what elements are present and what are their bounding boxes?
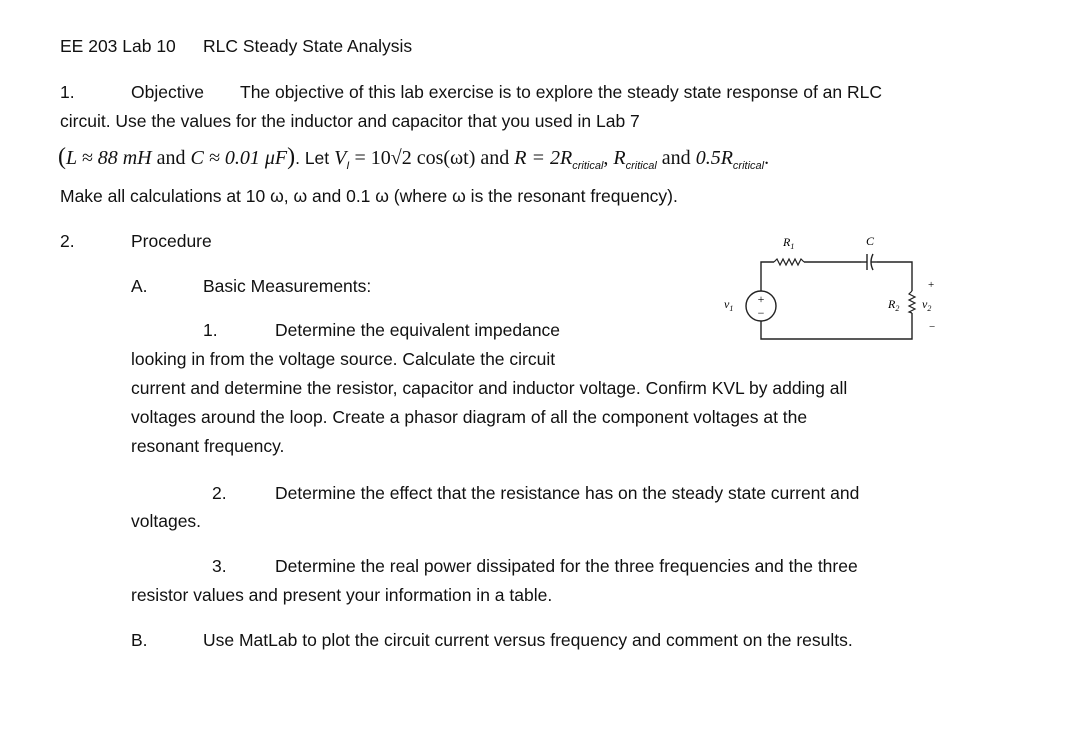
eq-inductor: L ≈ 88 mH <box>66 147 152 169</box>
eq-rcrit: R <box>613 147 626 169</box>
item3-line1: Determine the real power dissipated for the three frequencies and the three <box>275 556 858 576</box>
procedure-heading: Procedure <box>131 231 212 251</box>
course-code: EE 203 Lab 10 <box>60 36 176 56</box>
section-b-text: Use MatLab to plot the circuit current versus frequency and comment on the results. <box>203 630 853 650</box>
section-a-letter: A. <box>131 276 148 296</box>
item2-line2: voltages. <box>131 511 202 531</box>
output-minus: − <box>929 321 936 333</box>
eq-vi-rhs: = 10√2 cos(ωt) <box>349 147 476 169</box>
resistor-r1 <box>774 259 804 265</box>
rlc-circuit-diagram <box>700 228 960 358</box>
label-v1: $v_1$ <box>724 297 734 313</box>
item1-line4: voltages around the loop. Create a phasor diagram of all the component voltages at the <box>131 407 808 427</box>
item1-line5: resonant frequency. <box>131 436 285 456</box>
eq-crit-sub-3: critical <box>732 160 765 172</box>
resistor-r2 <box>909 291 915 313</box>
equation-line <box>58 144 769 172</box>
eq-and-1: and <box>156 147 186 169</box>
label-r1: $R_1$ <box>783 235 795 251</box>
objective-number: 1. <box>60 82 75 102</box>
objective-text-line2: circuit. Use the values for the inductor and capacitor that you used in Lab 7 <box>60 111 640 131</box>
wire-bottom <box>761 313 912 339</box>
item3-line2: resistor values and present your information in a table. <box>131 585 553 605</box>
objective-heading: Objective <box>131 82 204 102</box>
eq-comma: , <box>603 147 609 169</box>
item1-line3: current and determine the resistor, capacitor and inductor voltage. Confirm KVL by adding all <box>131 378 848 398</box>
paren-close: ) <box>287 144 296 170</box>
eq-and-2: and <box>480 147 510 169</box>
eq-crit-sub-2: critical <box>625 160 657 172</box>
eq-vi-sub: I <box>346 160 350 172</box>
paren-open: ( <box>58 144 66 170</box>
source-minus: − <box>757 306 765 320</box>
eq-crit-sub-1: critical <box>572 160 604 172</box>
item3-number: 3. <box>212 556 227 576</box>
objective-text-line1: The objective of this lab exercise is to explore the steady state response of an RLC <box>240 82 883 102</box>
capacitor-c <box>861 254 877 270</box>
page-title: RLC Steady State Analysis <box>203 36 413 56</box>
eq-half-rcrit: 0.5R <box>695 147 733 169</box>
label-v2: $v_2$ <box>922 297 932 313</box>
eq-period: . <box>764 147 770 169</box>
wire-left-top <box>761 262 774 291</box>
eq-r-2rcrit: R = 2R <box>514 147 573 169</box>
item1-number: 1. <box>203 320 218 340</box>
eq-vi: V <box>334 147 347 169</box>
section-b-letter: B. <box>131 630 148 650</box>
procedure-number: 2. <box>60 231 75 251</box>
item2-line1: Determine the effect that the resistance has on the steady state current and <box>275 483 860 503</box>
eq-let: . Let <box>295 148 330 168</box>
output-plus: + <box>928 279 935 291</box>
wire-top-right <box>877 262 912 291</box>
label-r2: $R_2$ <box>888 297 900 313</box>
objective-text-line3: Make all calculations at 10 ω, ω and 0.1 ω (where ω is the resonant frequency). <box>60 186 678 206</box>
label-c: C <box>866 234 875 248</box>
section-a-title: Basic Measurements: <box>203 276 372 296</box>
item1-line2: looking in from the voltage source. Calculate the circuit <box>131 349 556 369</box>
eq-and-3: and <box>661 147 691 169</box>
item2-number: 2. <box>212 483 227 503</box>
source-plus: + <box>757 292 765 306</box>
eq-capacitor: C ≈ 0.01 μF <box>190 147 288 169</box>
item1-line1: Determine the equivalent impedance <box>275 320 561 340</box>
